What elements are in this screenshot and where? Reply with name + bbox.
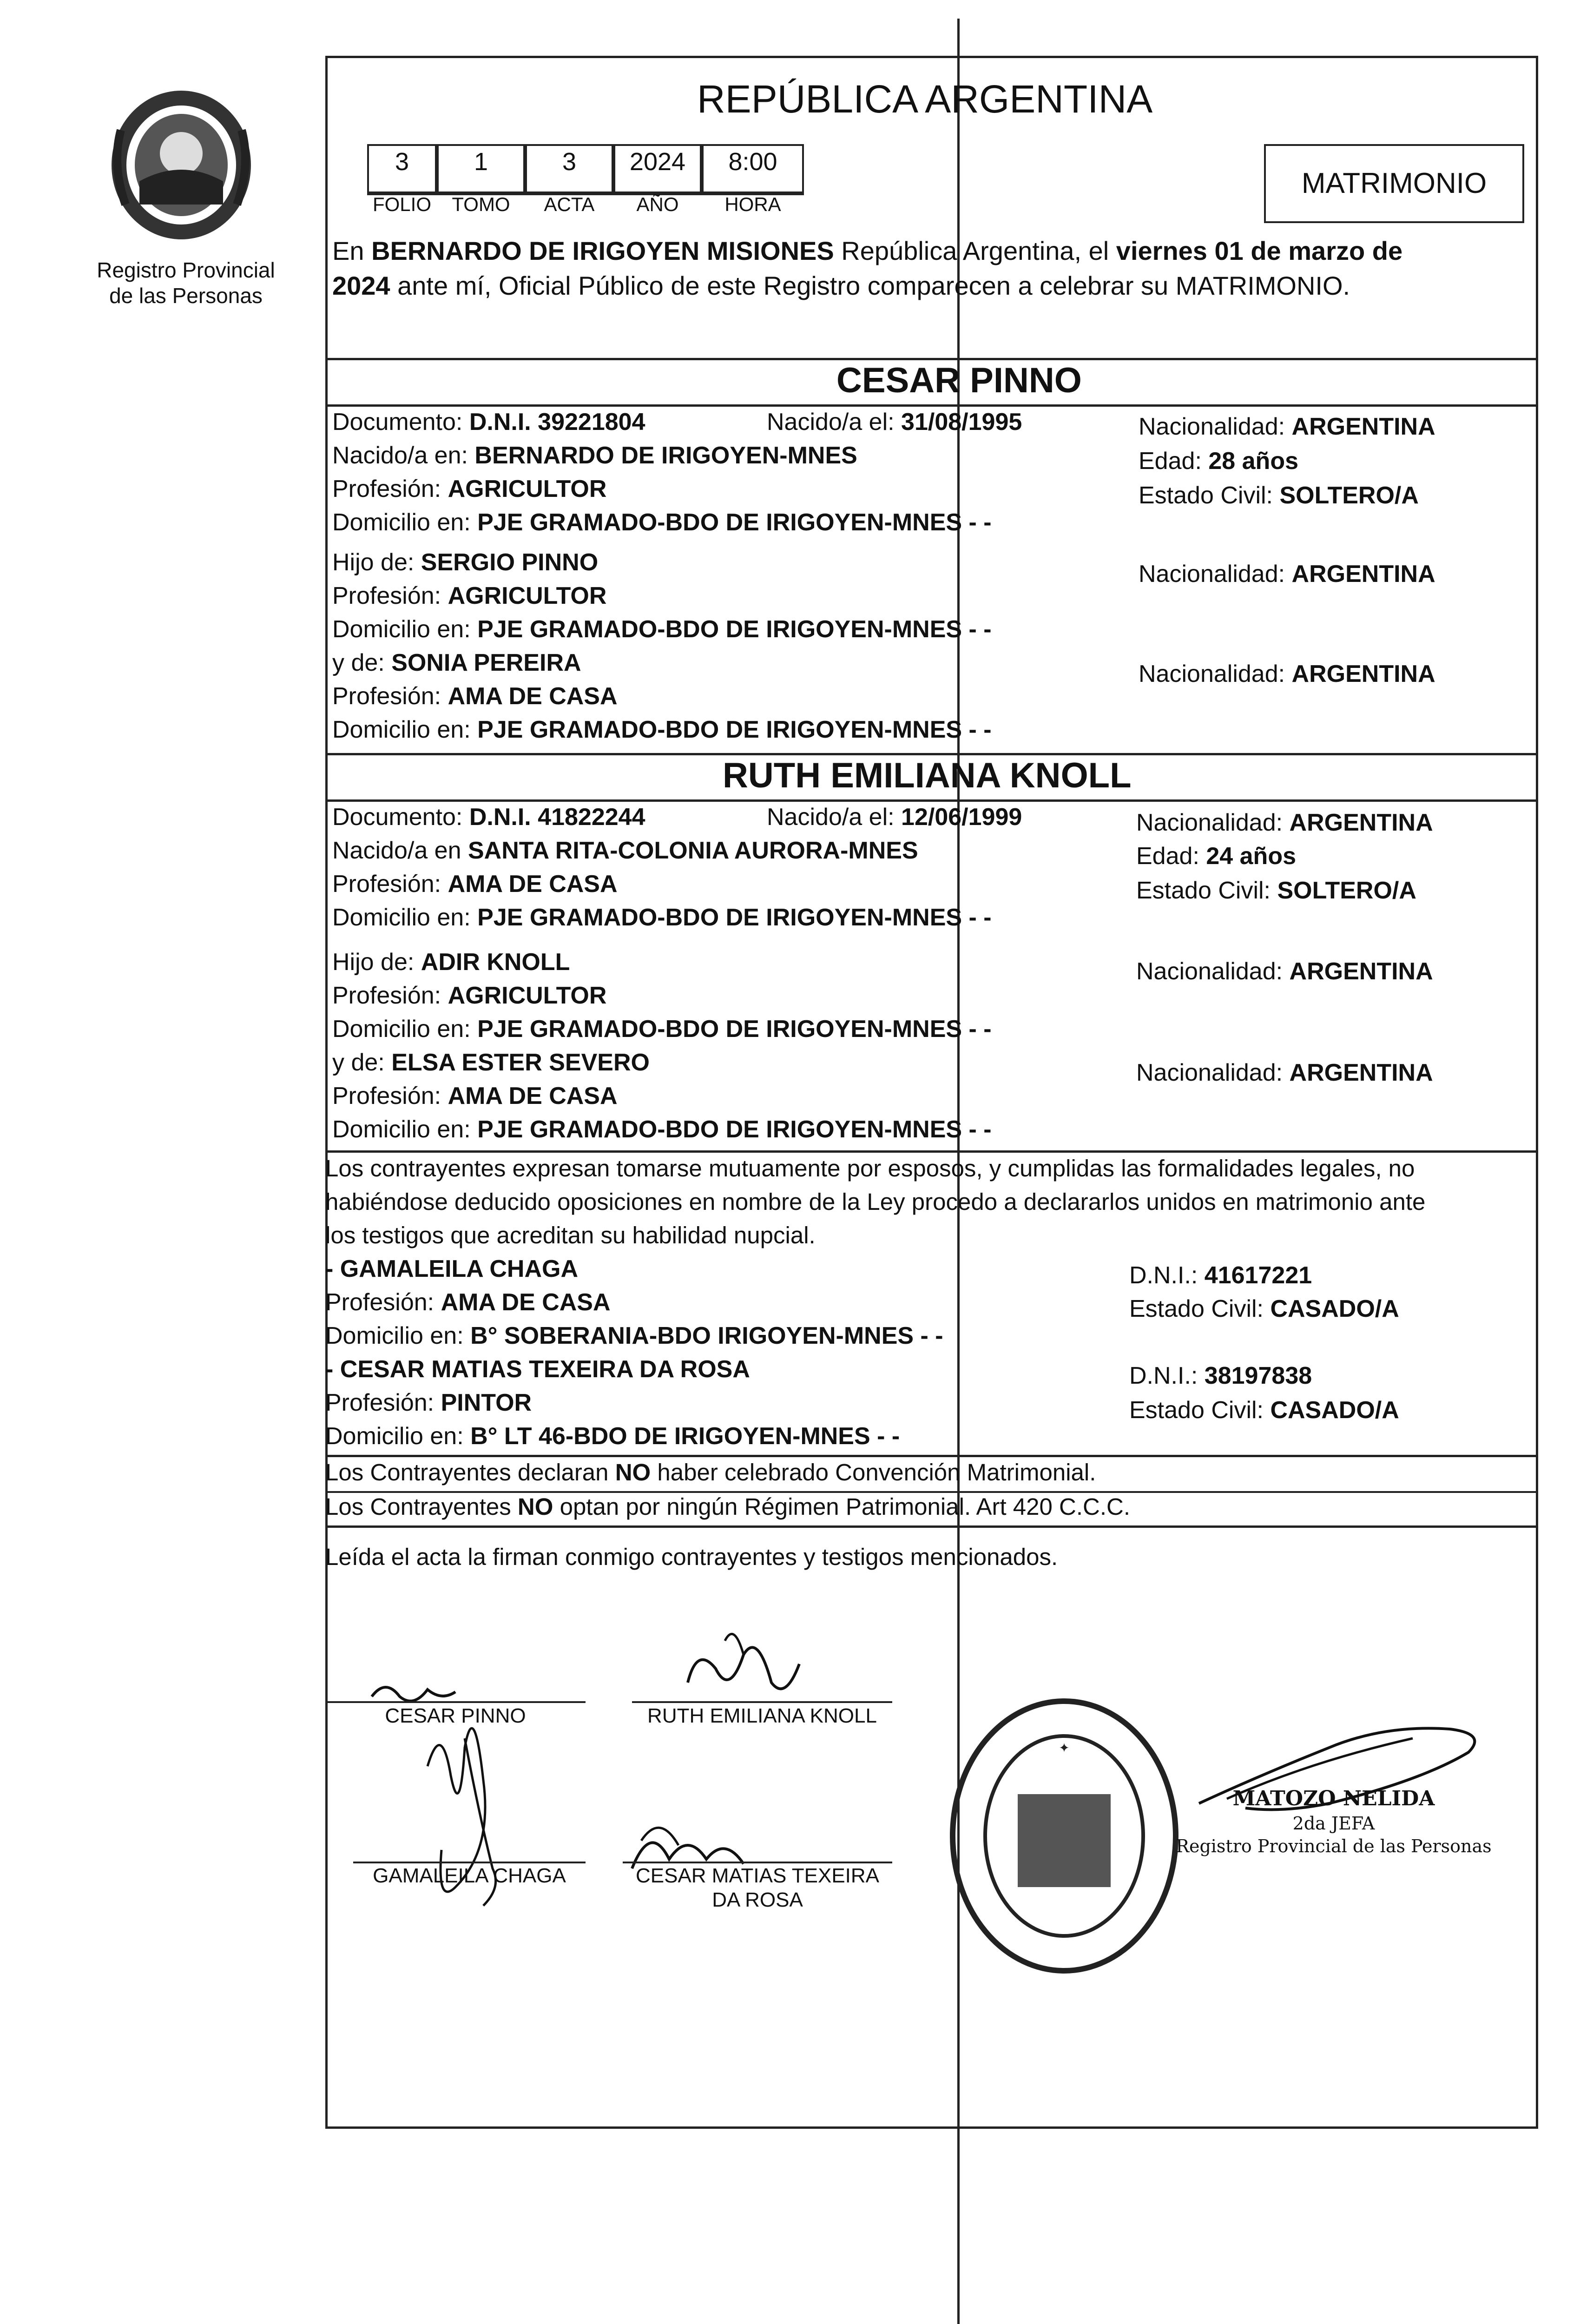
convention-line-2: Los Contrayentes NO optan por ningún Régimen Patrimonial. Art 420 C.C.C. — [325, 1493, 1131, 1520]
year-value: 2024 — [629, 148, 686, 176]
bride-nationality: Nacionalidad: ARGENTINA — [1136, 809, 1433, 836]
declaration-line-3: los testigos que acreditan su habilidad nupcial. — [325, 1222, 816, 1248]
stamp-seal-icon — [943, 1692, 1185, 1980]
groom-nationality: Nacionalidad: ARGENTINA — [1139, 413, 1435, 440]
bride-father: Hijo de: ADIR KNOLL — [332, 949, 570, 976]
bride-name: RUTH EMILIANA KNOLL — [723, 756, 1132, 795]
bride-birth-date: Nacido/a el: 12/06/1999 — [767, 804, 1022, 831]
groom-father-nationality: Nacionalidad: ARGENTINA — [1139, 561, 1435, 588]
groom-birth-place: Nacido/a en: BERNARDO DE IRIGOYEN-MNES — [332, 442, 857, 469]
officer-role: 2da JEFA — [1292, 1813, 1375, 1834]
year-label: AÑO — [636, 193, 679, 215]
bride-signature-label: RUTH EMILIANA KNOLL — [647, 1704, 877, 1727]
acta-label: ACTA — [544, 193, 595, 215]
officer-institution: Registro Provincial de las Personas — [1176, 1836, 1492, 1856]
act-type-box — [1264, 144, 1524, 223]
groom-document: Documento: D.N.I. 39221804 — [332, 409, 645, 436]
folio-value: 3 — [395, 148, 409, 176]
country-title: REPÚBLICA ARGENTINA — [697, 77, 1153, 121]
registry-seal — [93, 88, 270, 242]
closing-statement: Leída el acta la firman conmigo contrayentes y testigos mencionados. — [325, 1544, 1058, 1570]
convention-line-1: Los Contrayentes declaran NO haber celebrado Convención Matrimonial. — [325, 1459, 1096, 1486]
act-type: MATRIMONIO — [1301, 167, 1487, 199]
bride-civil-status: Estado Civil: SOLTERO/A — [1136, 877, 1416, 904]
svg-text:✦: ✦ — [1059, 1740, 1070, 1756]
witness-2-profession: Profesión: PINTOR — [325, 1389, 532, 1416]
witness-2-signature-label-1: CESAR MATIAS TEXEIRA — [635, 1864, 880, 1887]
groom-father-profession: Profesión: AGRICULTOR — [332, 582, 607, 609]
official-stamp — [943, 1692, 1185, 1980]
bride-age: Edad: 24 años — [1136, 843, 1296, 870]
intro-line-1: En BERNARDO DE IRIGOYEN MISIONES República Argentina, el viernes 01 de marzo de — [332, 236, 1403, 265]
groom-mother-profession: Profesión: AMA DE CASA — [332, 683, 618, 710]
tomo-label: TOMO — [452, 193, 510, 215]
bride-mother: y de: ELSA ESTER SEVERO — [332, 1049, 650, 1076]
bride-mother-profession: Profesión: AMA DE CASA — [332, 1083, 618, 1109]
witness-1-signature-label: GAMALEILA CHAGA — [373, 1864, 566, 1887]
bride-mother-address: Domicilio en: PJE GRAMADO-BDO DE IRIGOYEN-MNES - - — [332, 1116, 992, 1143]
hour-label: HORA — [724, 193, 781, 215]
witness-1-profession: Profesión: AMA DE CASA — [325, 1289, 611, 1316]
witness-2-dni: D.N.I.: 38197838 — [1129, 1362, 1312, 1389]
groom-signature-label: CESAR PINNO — [385, 1704, 526, 1727]
groom-name: CESAR PINNO — [836, 361, 1082, 400]
folio-label: FOLIO — [372, 193, 432, 215]
bride-mother-nationality: Nacionalidad: ARGENTINA — [1136, 1059, 1433, 1086]
groom-mother: y de: SONIA PEREIRA — [332, 649, 581, 676]
province-seal-icon — [93, 88, 270, 242]
bride-birth-place: Nacido/a en SANTA RITA-COLONIA AURORA-MNES — [332, 837, 918, 864]
bride-profession: Profesión: AMA DE CASA — [332, 871, 618, 898]
bride-document: Documento: D.N.I. 41822244 — [332, 804, 645, 831]
groom-mother-nationality: Nacionalidad: ARGENTINA — [1139, 660, 1435, 687]
groom-address: Domicilio en: PJE GRAMADO-BDO DE IRIGOYEN-MNES - - — [332, 509, 992, 536]
bride-father-profession: Profesión: AGRICULTOR — [332, 982, 607, 1009]
declaration-line-1: Los contrayentes expresan tomarse mutuamente por esposos, y cumplidas las formalidades legales, no — [325, 1155, 1415, 1182]
witness-1-name: - GAMALEILA CHAGA — [325, 1255, 579, 1282]
groom-civil-status: Estado Civil: SOLTERO/A — [1139, 482, 1419, 509]
bride-father-address: Domicilio en: PJE GRAMADO-BDO DE IRIGOYEN-MNES - - — [332, 1016, 992, 1043]
groom-birth-date: Nacido/a el: 31/08/1995 — [767, 409, 1022, 436]
acta-value: 3 — [562, 148, 577, 176]
witness-2-address: Domicilio en: B° LT 46-BDO DE IRIGOYEN-MNES - - — [325, 1423, 900, 1450]
officer-name: MATOZO NELIDA — [1232, 1787, 1435, 1810]
groom-mother-address: Domicilio en: PJE GRAMADO-BDO DE IRIGOYEN-MNES - - — [332, 716, 992, 743]
hour-value: 8:00 — [728, 148, 777, 176]
bride-father-nationality: Nacionalidad: ARGENTINA — [1136, 958, 1433, 985]
witness-2-name: - CESAR MATIAS TEXEIRA DA ROSA — [325, 1356, 750, 1383]
groom-father-address: Domicilio en: PJE GRAMADO-BDO DE IRIGOYEN-MNES - - — [332, 616, 992, 643]
registry-label-1: Registro Provincial — [97, 258, 275, 282]
witness-1-civil-status: Estado Civil: CASADO/A — [1129, 1295, 1399, 1322]
groom-age: Edad: 28 años — [1139, 448, 1298, 475]
tomo-value: 1 — [474, 148, 488, 176]
declaration-line-2: habiéndose deducido oposiciones en nombre de la Ley procedo a declararlos unidos en matrimonio ante — [325, 1188, 1426, 1215]
intro-line-2: 2024 ante mí, Oficial Público de este Registro comparecen a celebrar su MATRIMONIO. — [332, 271, 1350, 300]
groom-profession: Profesión: AGRICULTOR — [332, 475, 607, 502]
witness-2-signature-label-2: DA ROSA — [712, 1888, 803, 1911]
witness-2-civil-status: Estado Civil: CASADO/A — [1129, 1397, 1399, 1424]
bride-address: Domicilio en: PJE GRAMADO-BDO DE IRIGOYEN-MNES - - — [332, 904, 992, 931]
witness-1-dni: D.N.I.: 41617221 — [1129, 1262, 1312, 1289]
groom-father: Hijo de: SERGIO PINNO — [332, 549, 599, 576]
witness-1-address: Domicilio en: B° SOBERANIA-BDO IRIGOYEN-MNES - - — [325, 1322, 943, 1349]
registry-label-2: de las Personas — [109, 284, 263, 308]
